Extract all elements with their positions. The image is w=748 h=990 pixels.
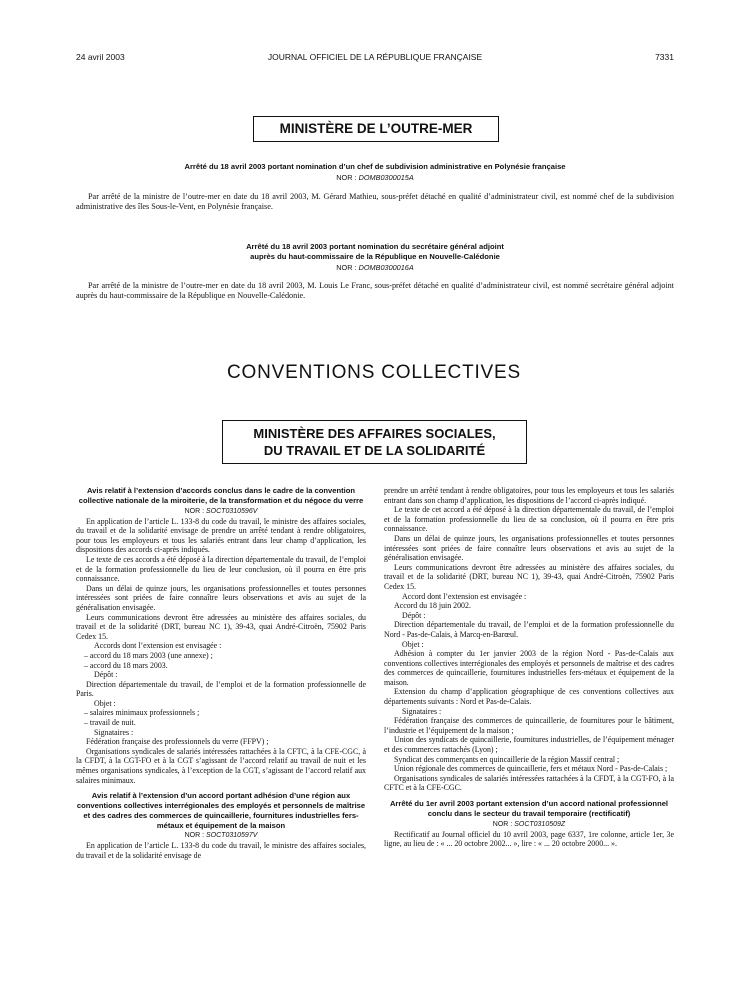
avis-2-nor: NOR : SOCT0310597V xyxy=(184,832,258,840)
paragraph: Adhésion à compter du 1er janvier 2003 de la région Nord - Pas-de-Calais aux conventions collectives interrégionales des employés et personnels de maîtrise et des cadres des commerces de quincaillerie, fournitures industrielles fers-métaux et équipement de la maison. xyxy=(384,649,674,687)
paragraph: Extension du champ d’application géographique de ces conventions collectives aux départements suivants : Nord et Pas-de-Calais. xyxy=(384,687,674,707)
paragraph: Union des syndicats de quincaillerie, fournitures industrielles, de l’équipement ménager et des commerces rattachés (Lyon) ; xyxy=(384,735,674,755)
paragraph: En application de l’article L. 133-8 du code du travail, le ministre des affaires sociales, du travail et de la solidarité envisage de prendre un arrêté tendant à rendre obligatoires, pour tous les employeurs et tous les salariés entrant dans leur champ d’application, les dispositions des accords ci-après indiqués. xyxy=(76,516,366,555)
paragraph: Rectificatif au Journal officiel du 10 avril 2003, page 6337, 1re colonne, article 1er, 3e ligne, au lieu de : « ... 20 octobre 2002... », lire : « ... 20 octobre 2000... ». xyxy=(384,829,674,849)
arrete-2-title-line2: auprès du haut-commissaire de la République en Nouvelle-Calédonie xyxy=(250,252,500,261)
arrete-1 xyxy=(76,162,674,212)
paragraph: prendre un arrêté tendant à rendre obligatoires, pour tous les employeurs et tous les salariés entrant dans son champ d’application, les dispositions de l’accord ci-après indiqué. xyxy=(384,486,674,505)
section-title: CONVENTIONS COLLECTIVES xyxy=(227,362,521,383)
paragraph: Organisations syndicales de salariés intéressées rattachées à la CFTC, à la CFE-CGC, à la CFDT, à la CGT-FO et à la CGT s’agissant de l’accord relatif au travail de nuit et les mêmes organisations syndicales, à l’exception de la CGT, s’agissant de l’accord relatif aux salaires minimaux. xyxy=(76,746,366,785)
arrete-rectificatif-nor: NOR : SOCT0310509Z xyxy=(492,820,566,828)
paragraph: Le texte de cet accord a été déposé à la direction départementale du travail, de l’emploi et de la formation professionnelle du lieu de sa conclusion, où il pourra en être pris connaissance. xyxy=(384,505,674,534)
paragraph: Accord du 18 juin 2002. xyxy=(394,601,471,611)
arrete-1-text: Par arrêté de la ministre de l’outre-mer en date du 18 avril 2003, M. Gérard Mathieu, sous-préfet détaché en qualité d’administrateur civil, est nommé chef de la subdivision administrative des îles Sous-le-Vent, en Polynésie française. xyxy=(76,192,674,212)
paragraph: Direction départementale du travail, de l’emploi et de la formation professionnelle de Paris. xyxy=(76,679,366,699)
ministry-affaires-sociales-box: MINISTÈRE DES AFFAIRES SOCIALES, DU TRAVAIL ET DE LA SOLIDARITÉ xyxy=(222,420,527,464)
arrete-1-nor: NOR : DOMB0300015A xyxy=(336,173,414,182)
paragraph: Le texte de ces accords a été déposé à la direction départementale du travail, de l’emploi et de la formation professionnelle du lieu de leur conclusion, où il pourra en être pris connaissance. xyxy=(76,554,366,584)
header-journal-title: JOURNAL OFFICIEL DE LA RÉPUBLIQUE FRANÇAISE xyxy=(267,52,483,62)
list-item: – accord du 18 mars 2003 (une annexe) ; xyxy=(84,650,213,660)
paragraph: Dans un délai de quinze jours, les organisations professionnelles et toutes personnes intéressées sont priées de faire connaître leurs observations et avis au sujet de la généralisation envisagée. xyxy=(384,533,674,563)
paragraph: Direction départementale du travail, de l’emploi et de la formation professionnelle du Nord - Pas-de-Calais, à Marcq-en-Barœul. xyxy=(384,620,674,639)
label: Dépôt : xyxy=(94,670,118,680)
arrete-rectificatif-title: Arrêté du 1er avril 2003 portant extension d’un accord national professionnel conclu dans le secteur du travail temporaire (rectificatif) xyxy=(389,799,669,818)
label: Dépôt : xyxy=(402,610,426,620)
header-date: 24 avril 2003 xyxy=(76,52,125,62)
arrete-2-nor: NOR : DOMB0300016A xyxy=(336,263,414,272)
paragraph: Leurs communications devront être adressées au ministère des affaires sociales, du travail et de la solidarité (DRT, bureau NC 1), 39-43, quai André-Citroën, 75902 Paris Cedex 15. xyxy=(76,612,366,641)
arrete-2-text: Par arrêté de la ministre de l’outre-mer en date du 18 avril 2003, M. Louis Le Franc, sous-préfet détaché en qualité d’administrateur civil, est nommé secrétaire général adjoint auprès du haut-commissaire de la République en Nouvelle-Calédonie. xyxy=(76,281,674,301)
avis-2-title: Avis relatif à l’extension d’un accord portant adhésion d’une région aux conventions collectives interrégionales des employés et personnels de maîtrise et des cadres des commerces de quincaillerie, fournitures industrielles fers-métaux et équipement de la maison xyxy=(76,791,366,830)
paragraph: Leurs communications devront être adressées au ministère des affaires sociales, du travail et de la solidarité (DRT, bureau NC 1), 39-43, quai André-Citroën, 75902 Paris Cedex 15. xyxy=(384,562,674,591)
paragraph: En application de l’article L. 133-8 du code du travail, le ministre des affaires sociales, du travail et de la solidarité envisage de xyxy=(76,841,366,860)
right-column xyxy=(384,486,674,849)
paragraph: Organisations syndicales de salariés intéressées rattachées à la CFDT, à la CGT-FO, à la CFTC et à la CFE-CGC. xyxy=(384,773,674,793)
label: Accords dont l’extension est envisagée : xyxy=(94,641,222,651)
paragraph: Fédération française des commerces de quincaillerie, de fournitures pour le bâtiment, l’industrie et l’équipement de la maison ; xyxy=(384,716,674,735)
label: Signataires : xyxy=(402,706,442,716)
arrete-2 xyxy=(76,242,674,301)
paragraph: Union régionale des commerces de quincaillerie, fers et métaux Nord - Pas-de-Calais ; xyxy=(394,764,668,774)
label: Signataires : xyxy=(94,727,134,737)
arrete-2-title-line1: Arrêté du 18 avril 2003 portant nomination du secrétaire général adjoint xyxy=(246,242,504,251)
list-item: – salaires minimaux professionnels ; xyxy=(84,708,200,718)
label: Accord dont l’extension est envisagée : xyxy=(402,591,527,601)
avis-1-title: Avis relatif à l’extension d’accords conclus dans le cadre de la convention collective nationale de la miroiterie, de la transformation et du négoce du verre xyxy=(78,486,364,505)
paragraph: Syndicat des commerçants en quincaillerie de la région Massif central ; xyxy=(394,754,620,764)
left-column xyxy=(76,486,366,861)
paragraph: Dans un délai de quinze jours, les organisations professionnelles et toutes personnes intéressées sont priées de faire connaître leurs observations et avis au sujet de la généralisation envisagée. xyxy=(76,583,366,612)
paragraph: Fédération française des professionnels du verre (FFPV) ; xyxy=(86,737,269,747)
page-header xyxy=(76,52,674,66)
list-item: – travail de nuit. xyxy=(84,718,136,728)
label: Objet : xyxy=(94,698,116,708)
header-page-number: 7331 xyxy=(655,52,674,62)
avis-1-nor: NOR : SOCT0310596V xyxy=(184,507,258,515)
ministry-outre-mer-box: MINISTÈRE DE L’OUTRE-MER xyxy=(253,116,499,142)
arrete-1-title: Arrêté du 18 avril 2003 portant nomination d’un chef de subdivision administrative en Polynésie française xyxy=(184,162,566,171)
label: Objet : xyxy=(402,639,424,649)
list-item: – accord du 18 mars 2003. xyxy=(84,660,168,670)
